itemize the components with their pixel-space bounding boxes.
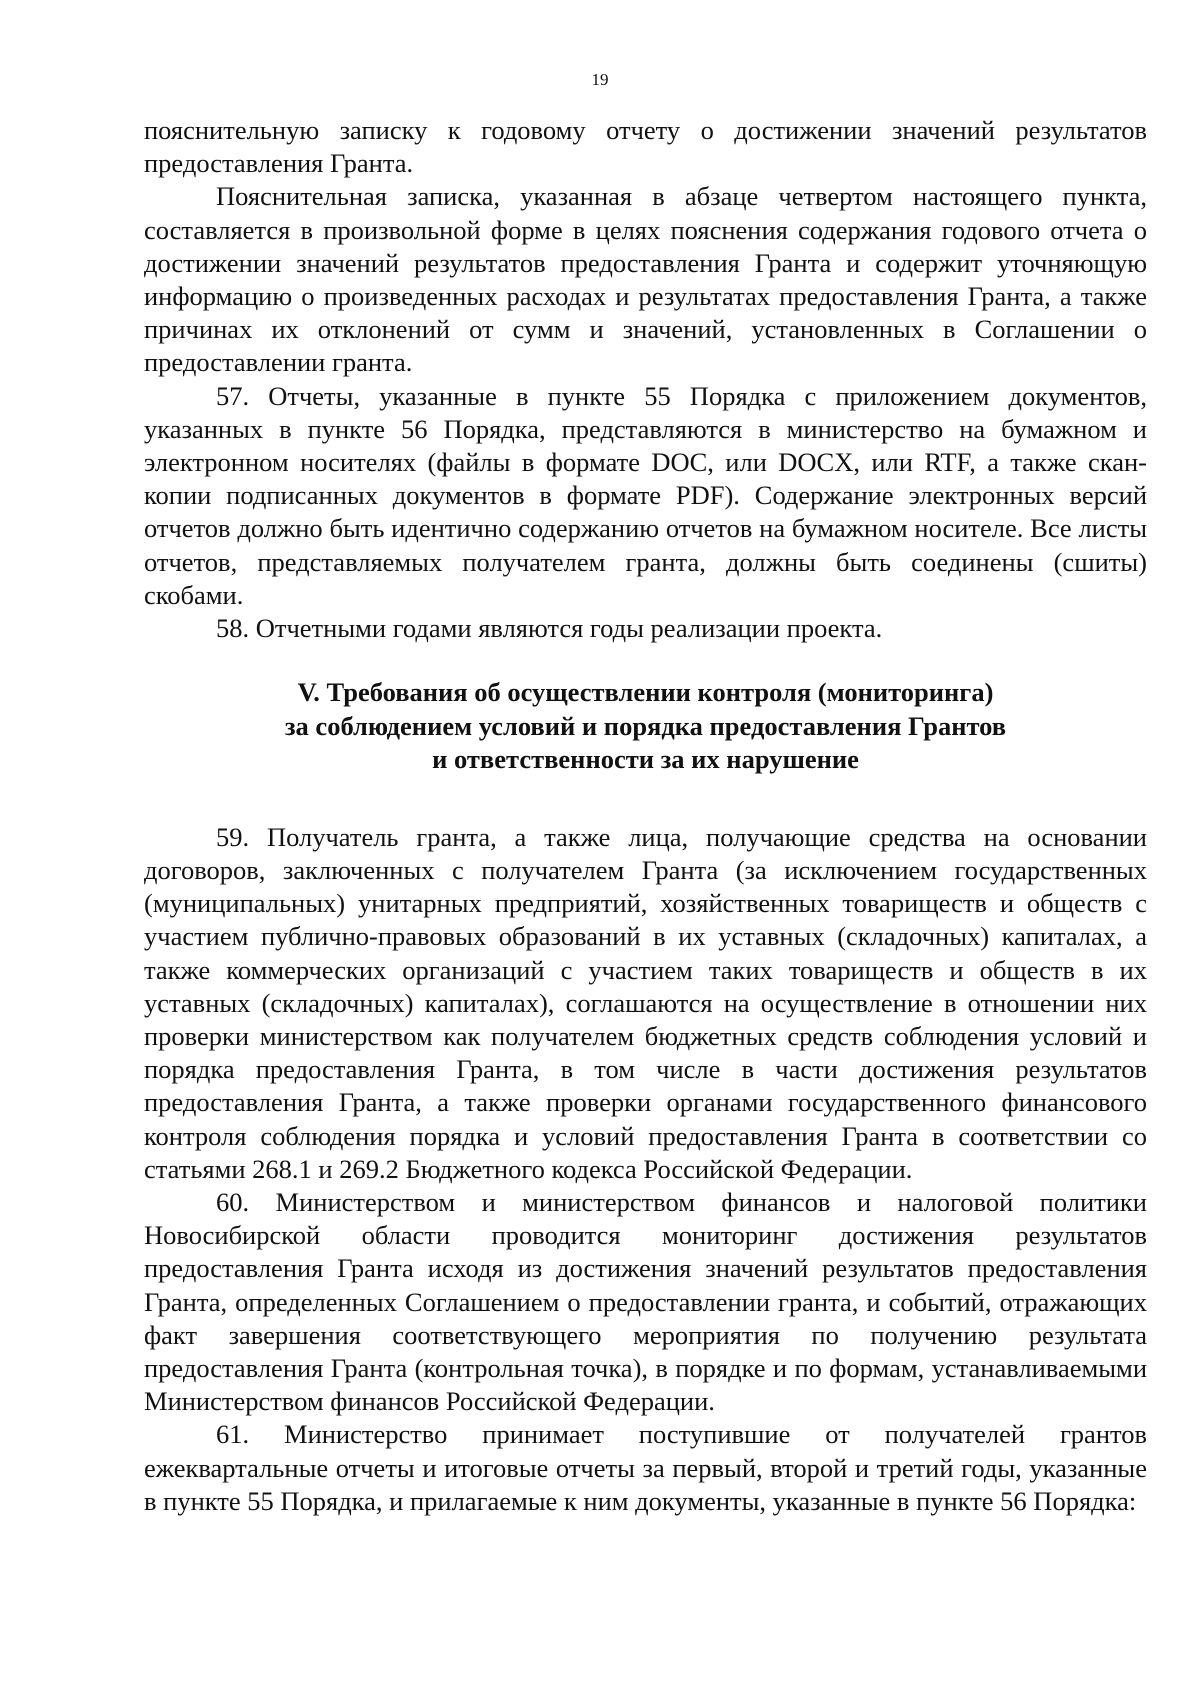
section-heading-line-1: V. Требования об осуществлении контроля (мониторинга) <box>297 677 994 708</box>
section-heading-line-3: и ответственности за их нарушение <box>432 744 859 775</box>
paragraph-explanatory-note: Пояснительная записка, указанная в абзаце четвертом настоящего пункта, составляется в произвольной форме в целях пояснения содержания годового отчета о достижении значений результатов предоставления Гранта и содержит уточняющую информацию о произведенных расходах и результатах предоставления Гранта, а также причинах их отклонений от сумм и значений, установленных в Соглашении о предоставлении гранта. <box>144 181 1147 378</box>
paragraph-58: 58. Отчетными годами являются годы реализации проекта. <box>216 613 883 644</box>
paragraph-61: 61. Министерство принимает поступившие от получателей грантов ежеквартальные отчеты и итоговые отчеты за первый, второй и третий годы, указанные в пункте 55 Порядка, и прилагаемые к ним документы, указанные в пункте 56 Порядка: <box>144 1419 1147 1516</box>
section-heading-line-2: за соблюдением условий и порядка предоставления Грантов <box>284 710 1007 741</box>
paragraph-60: 60. Министерством и министерством финансов и налоговой политики Новосибирской области проводится мониторинг достижения результатов предоставления Гранта исходя из достижения значений результатов предоставления Гранта, определенных Соглашением о предоставлении гранта, и событий, отражающих факт завершения соответствующего мероприятия по получению результата предоставления Гранта (контрольная точка), в порядке и по формам, устанавливаемыми Министерством финансов Российской Федерации. <box>144 1186 1147 1417</box>
document-body <box>144 114 1147 1518</box>
paragraph-59: 59. Получатель гранта, а также лица, получающие средства на основании договоров, заключенных с получателем Гранта (за исключением государственных (муниципальных) унитарных предприятий, хозяйственных товариществ и обществ с участием публично-правовых образований в их уставных (складочных) капиталах, а также коммерческих организаций с участием таких товариществ и обществ в их уставных (складочных) капиталах), соглашаются на осуществление в отношении них проверки министерством как получателем бюджетных средств соблюдения условий и порядка предоставления Гранта, в том числе в части достижения результатов предоставления Гранта, а также проверки органами государственного финансового контроля соблюдения порядка и условий предоставления Гранта в соответствии со статьями 268.1 и 269.2 Бюджетного кодекса Российской Федерации. <box>144 821 1147 1184</box>
page-number: 19 <box>591 70 609 89</box>
section-heading <box>144 676 1147 777</box>
paragraph-57: 57. Отчеты, указанные в пункте 55 Порядка с приложением документов, указанных в пункте 56 Порядка, представляются в министерство на бумажном и электронном носителях (файлы в формате DOC, или DOCX, или RTF, а также скан-копии подписанных документов в формате PDF). Содержание электронных версий отчетов должно быть идентично содержанию отчетов на бумажном носителе. Все листы отчетов, представляемых получателем гранта, должны быть соединены (сшиты) скобами. <box>144 380 1147 610</box>
paragraph-continuation: пояснительную записку к годовому отчету о достижении значений результатов предоставления Гранта. <box>144 115 1147 179</box>
